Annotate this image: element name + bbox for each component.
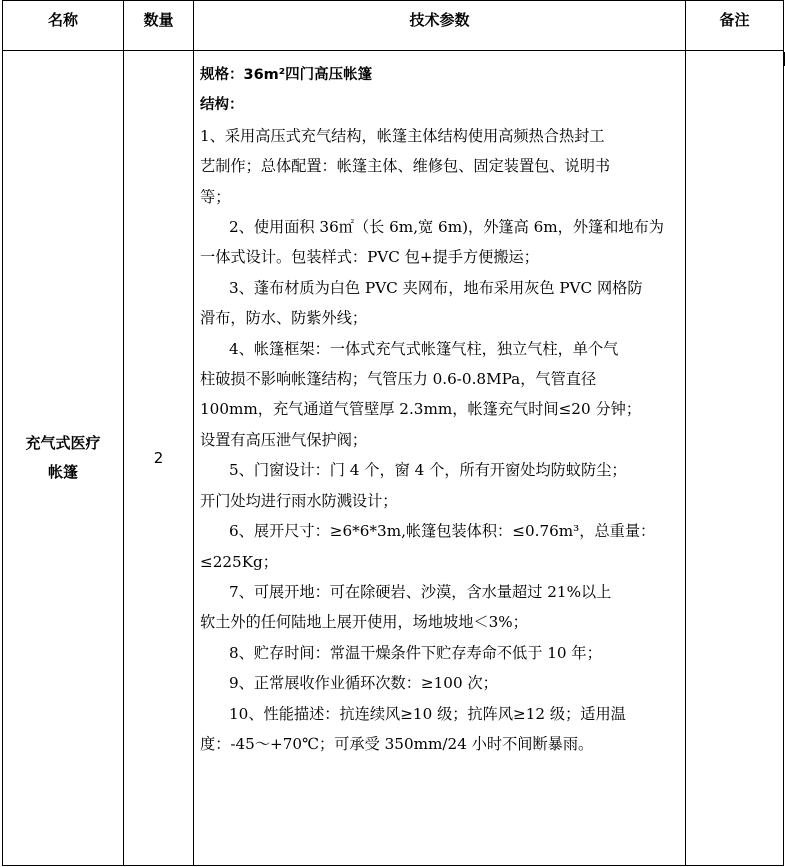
- spec-item-line: 4、帐篷框架：一体式充气式帐篷气柱，独立气柱，单个气: [229, 339, 619, 358]
- spec-item-line: 10、性能描述：抗连续风≥10 级；抗阵风≥12 级；适用温: [229, 704, 626, 723]
- name-line-1: 充气式医疗: [25, 434, 101, 452]
- header-remarks: 备注: [686, 1, 784, 51]
- spec-item-line: 3、蓬布材质为白色 PVC 夹网布，地布采用灰色 PVC 网格防: [229, 278, 643, 297]
- spec-item-line: 一体式设计。包装样式：PVC 包+提手方便搬运；: [200, 248, 539, 267]
- spec-item-line: 9、正常展收作业循环次数：≥100 次；: [229, 674, 498, 693]
- spec-item-line: ≤225Kg；: [200, 552, 278, 571]
- spec-item-line: 100mm，充气通道气管壁厚 2.3mm，帐篷充气时间≤20 分钟；: [200, 400, 642, 419]
- spec-items: [200, 121, 679, 760]
- spec-item-line: 等；: [200, 187, 231, 206]
- cell-name: [3, 51, 124, 866]
- header-row: [3, 1, 784, 51]
- spec-item-line: 7、可展开地：可在除硬岩、沙漠，含水量超过 21%以上: [229, 582, 612, 601]
- spec-item-line: 5、门窗设计：门 4 个，窗 4 个，所有开窗处均防蚊防尘；: [229, 461, 627, 480]
- spec-item-line: 滑布，防水、防紫外线；: [200, 309, 368, 328]
- header-name: 名称: [3, 1, 124, 51]
- spec-item-line: 6、展开尺寸：≥6*6*3m,帐篷包装体积：≤0.76m³，总重量：: [229, 522, 656, 541]
- spec-table: [2, 0, 784, 866]
- spec-item-line: 8、贮存时间：常温干燥条件下贮存寿命不低于 10 年；: [229, 643, 602, 662]
- cell-quantity: 2: [124, 51, 194, 866]
- spec-item-line: 设置有高压泄气保护阀；: [200, 430, 368, 449]
- spec-item-line: 1、采用高压式充气结构，帐篷主体结构使用高频热合热封工: [200, 126, 605, 145]
- spec-item-line: 2、使用面积 36㎡（长 6m,宽 6m)，外篷高 6m，外篷和地布为: [229, 218, 664, 237]
- header-quantity: 数量: [124, 1, 194, 51]
- structure-title: 结构：: [200, 97, 244, 114]
- header-params: 技术参数: [194, 1, 686, 51]
- spec-item-line: 开门处均进行雨水防溅设计；: [200, 491, 398, 510]
- spec-item-line: 软土外的任何陆地上展开使用，场地坡地＜3%；: [200, 613, 528, 632]
- spec-item-line: 柱破损不影响帐篷结构；气管压力 0.6-0.8MPa，气管直径: [200, 370, 597, 389]
- spec-title: 规格：36m²四门高压帐篷: [200, 67, 373, 83]
- cell-remarks: [686, 51, 784, 866]
- name-line-2: 帐篷: [47, 463, 78, 481]
- table-row: [3, 51, 784, 866]
- spec-item-line: 度：-45～+70℃；可承受 350mm/24 小时不间断暴雨。: [200, 734, 594, 753]
- spec-item-line: 艺制作；总体配置：帐篷主体、维修包、固定装置包、说明书: [200, 157, 611, 176]
- cell-params: [194, 51, 686, 866]
